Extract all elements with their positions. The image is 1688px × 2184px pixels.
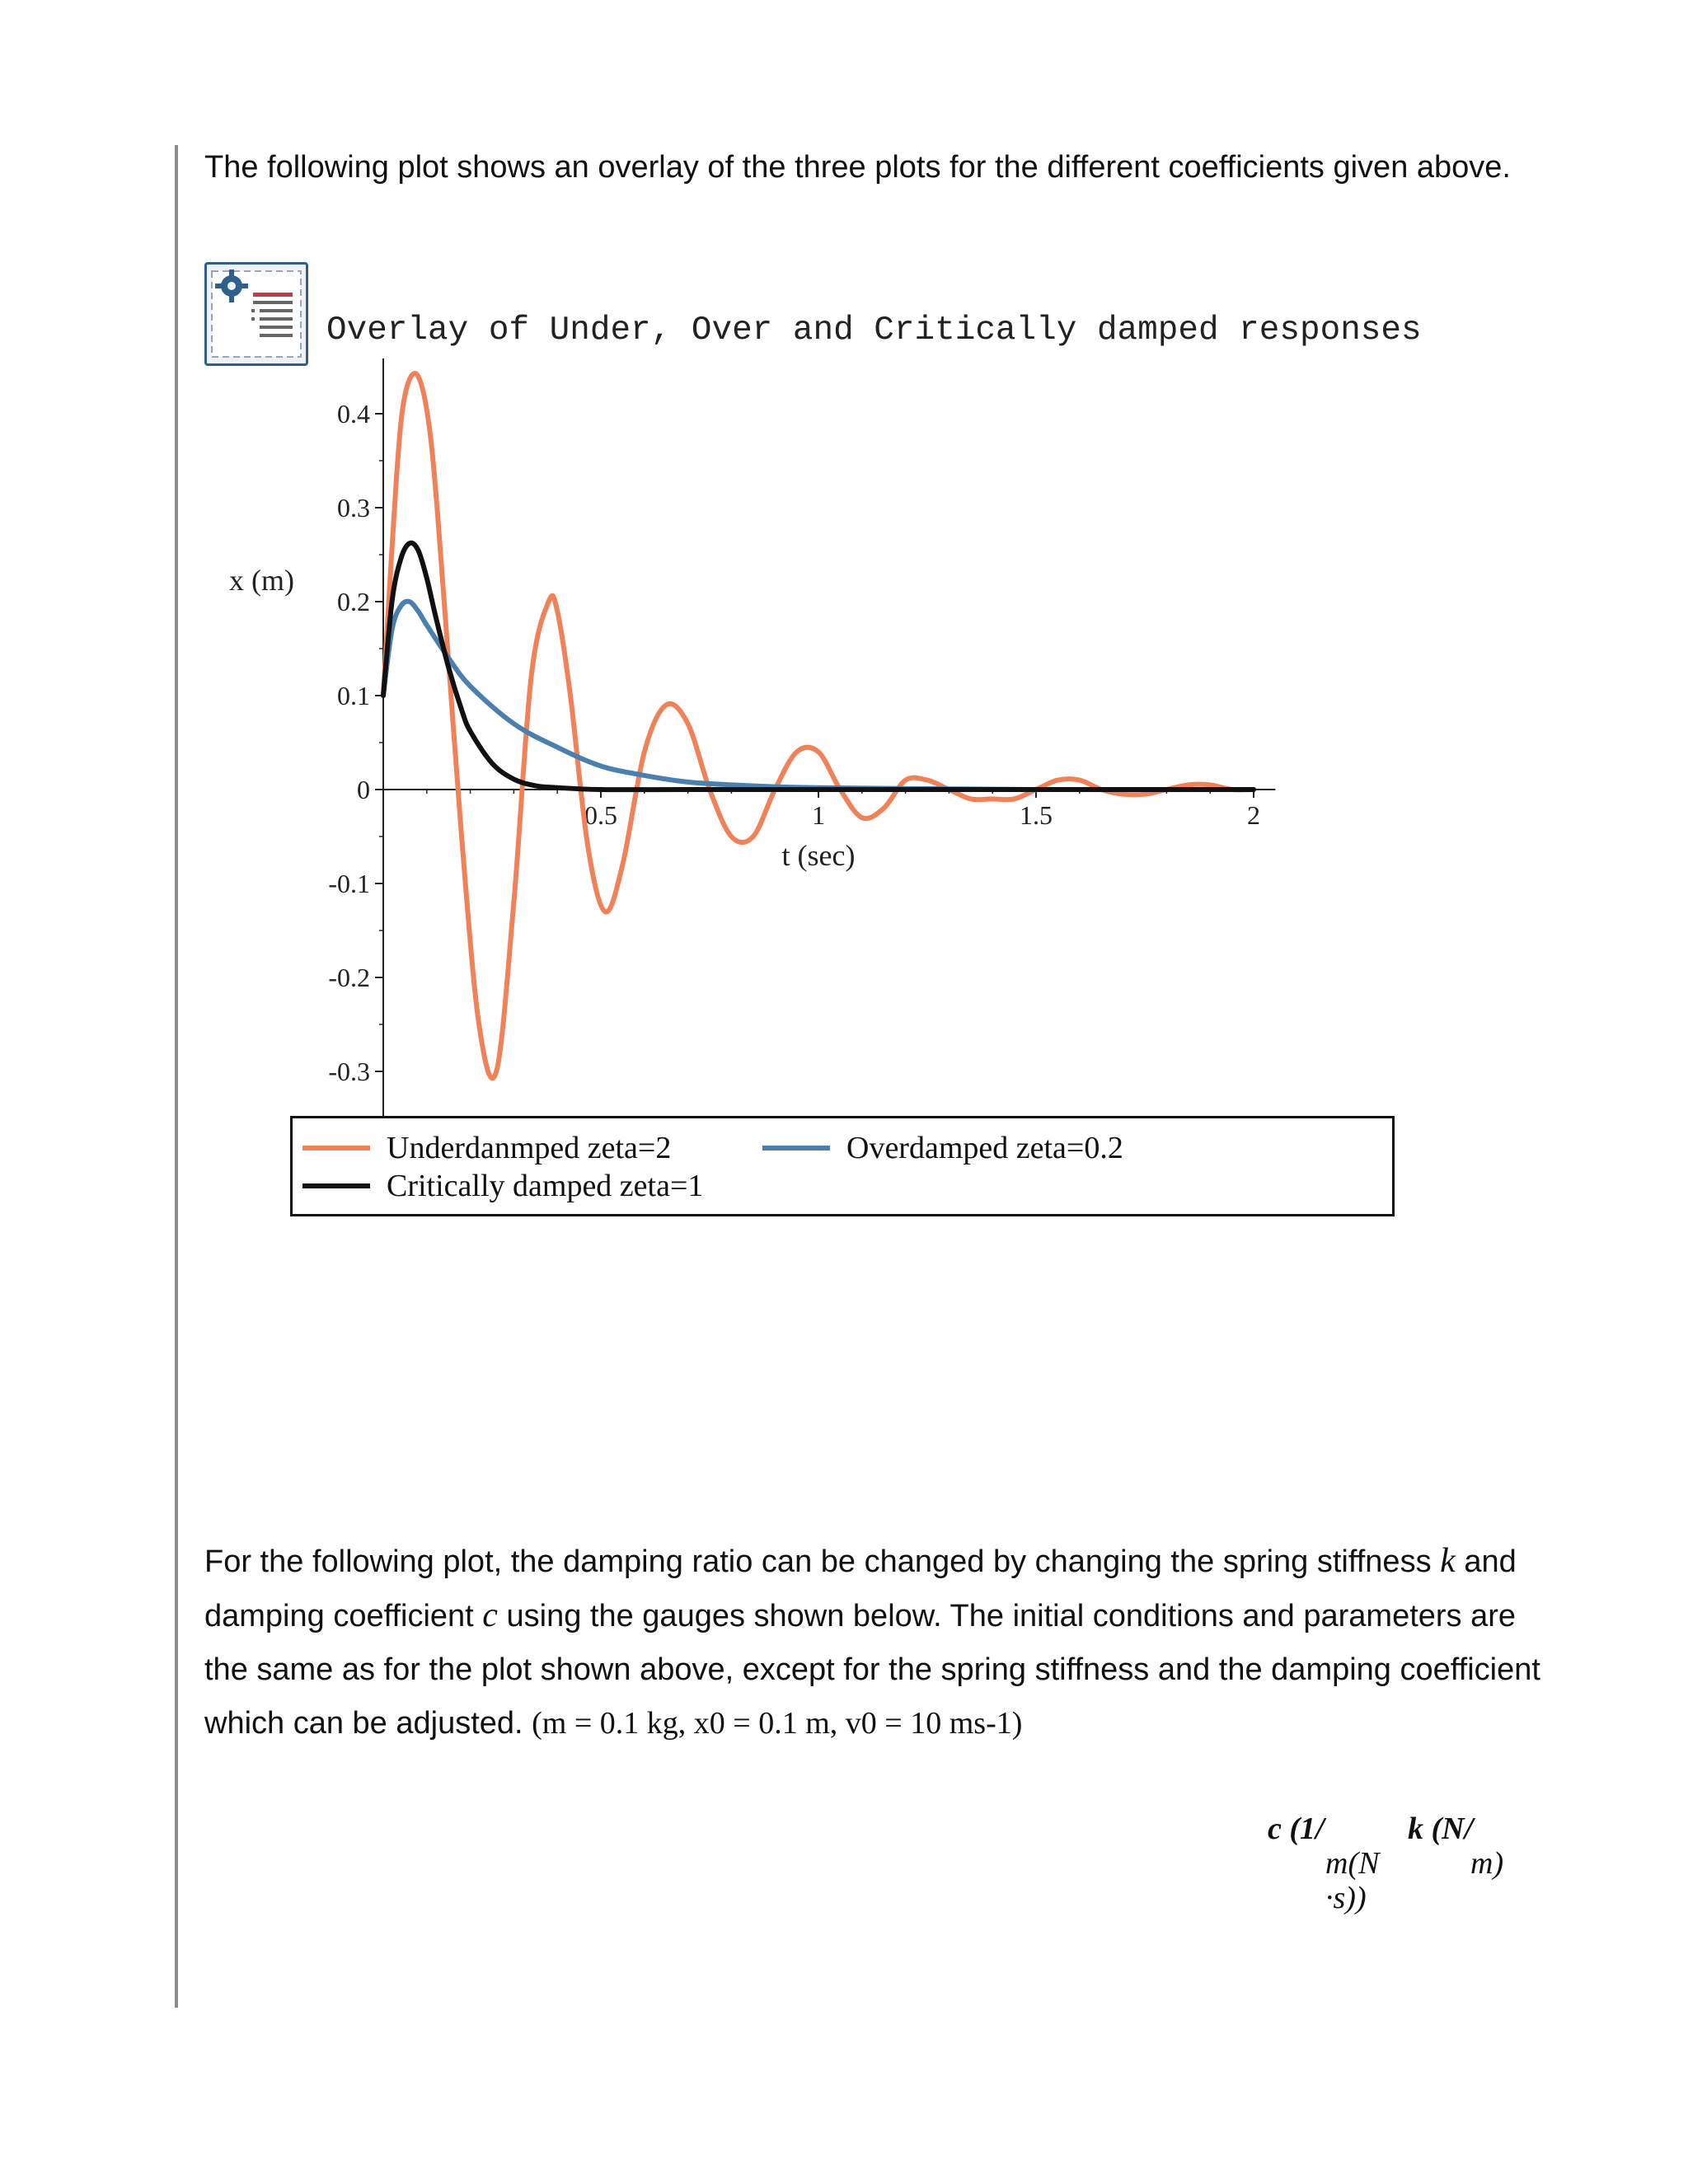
paragraph-symbol-c: c <box>482 1596 498 1634</box>
legend-swatch-overdamped <box>762 1146 830 1151</box>
x-tick-label: 0.5 <box>584 800 617 830</box>
legend-label-underdamped: Underdanmped zeta=2 <box>387 1131 672 1165</box>
legend-label-critically-damped: Critically damped zeta=1 <box>387 1169 704 1203</box>
legend-swatch-underdamped <box>302 1146 370 1151</box>
c-gauge-label-line2: m(N <box>1325 1846 1380 1881</box>
x-axis-label: t (sec) <box>781 839 856 872</box>
k-gauge-label <box>1408 1811 1503 1881</box>
y-tick-label: 0.4 <box>337 399 370 429</box>
gauge-explanation-paragraph <box>204 1535 1556 1750</box>
plot-title: Overlay of Under, Over and Critically damped responses <box>326 312 1422 349</box>
paragraph-text-3: using the gauges shown below. The initial conditions and parameters are the same as for the plot shown above, except for the spring stiffness and the damping coefficient which can be adjusted. <box>204 1599 1540 1741</box>
c-gauge-label-line3: ·s)) <box>1325 1881 1367 1915</box>
c-gauge-label-line1: c (1/ <box>1268 1811 1325 1846</box>
y-tick-label: -0.1 <box>328 869 370 898</box>
legend-label-overdamped: Overdamped zeta=0.2 <box>846 1131 1123 1165</box>
y-axis-label: x (m) <box>229 564 294 597</box>
c-gauge-label <box>1268 1811 1379 1915</box>
paragraph-symbol-k: k <box>1440 1542 1456 1580</box>
plot-legend <box>290 1116 1395 1216</box>
k-gauge-label-line1: k (N/ <box>1408 1811 1474 1846</box>
legend-swatch-critically-damped <box>302 1183 370 1188</box>
plot-component-icon[interactable] <box>204 262 308 366</box>
y-tick-label: -0.3 <box>328 1057 370 1086</box>
x-tick-label: 1 <box>812 800 825 830</box>
y-tick-label: 0.3 <box>337 493 370 523</box>
legend-item-critically-damped <box>302 1168 703 1204</box>
y-tick-label: 0 <box>357 775 370 804</box>
x-tick-label: 1.5 <box>1020 800 1053 830</box>
y-tick-label: 0.2 <box>337 587 370 616</box>
paragraph-text-2: and damping coefficient <box>204 1544 1517 1633</box>
damped-response-plot <box>190 354 1475 1129</box>
y-tick-label: -0.2 <box>328 963 370 992</box>
legend-item-overdamped <box>762 1130 1123 1166</box>
paragraph-text-1: For the following plot, the damping ratio can be changed by changing the spring stiffness <box>204 1544 1441 1579</box>
intro-text: The following plot shows an overlay of the three plots for the different coefficients given above. <box>204 150 1511 185</box>
x-tick-label: 2 <box>1247 800 1260 830</box>
legend-item-underdamped <box>302 1130 671 1166</box>
k-gauge-label-line2: m) <box>1470 1846 1504 1881</box>
series-overdamped <box>383 602 1254 790</box>
y-tick-label: 0.1 <box>337 681 370 710</box>
initial-conditions-math: (m = 0.1 kg, x0 = 0.1 m, v0 = 10 ms-1) <box>532 1706 1023 1741</box>
section-left-rule <box>175 145 178 2008</box>
